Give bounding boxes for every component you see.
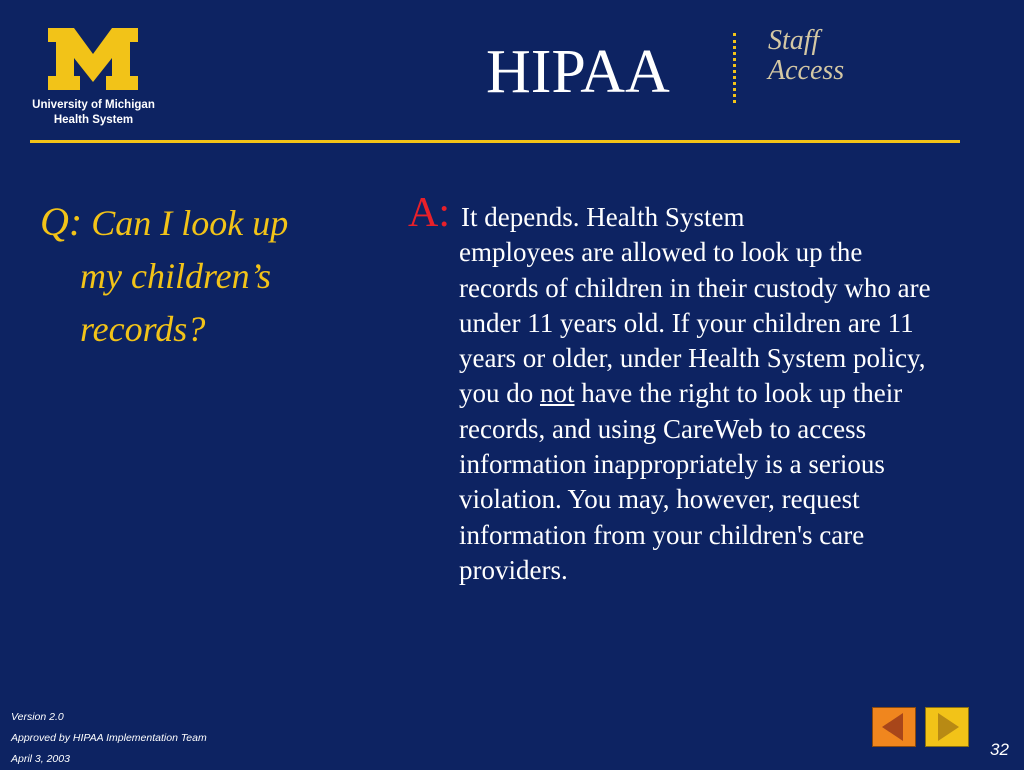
question-text-1: Can I look up <box>91 203 289 243</box>
staff-label: Staff <box>768 25 820 56</box>
question-block <box>40 195 380 356</box>
question-text-3: records? <box>80 309 206 349</box>
answer-text-post: have the right to look up their records, and using CareWeb to access information inappropriately is a serious violation. You may, however, request information from your children's care providers. <box>459 378 903 585</box>
next-slide-button[interactable] <box>925 707 969 747</box>
answer-text-pre: employees are allowed to look up the records of children in their custody who are under 11 years old. If your children are 11 years or older, under Health System policy, you do <box>459 237 931 409</box>
date-text: April 3, 2003 <box>11 753 70 765</box>
answer-block <box>408 192 948 588</box>
question-line-1 <box>40 195 380 250</box>
answer-first-line: It depends. Health System <box>461 202 745 232</box>
page-number: 32 <box>990 740 1009 759</box>
footer-info <box>11 707 207 770</box>
staff-access-label <box>768 26 844 86</box>
arrow-right-icon <box>925 707 969 747</box>
previous-slide-button[interactable] <box>872 707 916 747</box>
logo-line-1: University of Michigan <box>32 99 155 111</box>
logo-text <box>26 98 161 128</box>
access-label: Access <box>768 55 845 86</box>
answer-label: A: <box>408 190 450 236</box>
answer-text <box>408 235 939 588</box>
slide-title: HIPAA <box>486 38 670 106</box>
answer-emphasis: not <box>540 378 575 409</box>
arrow-left-icon <box>872 707 916 747</box>
title-divider <box>733 33 738 103</box>
version-text: Version 2.0 <box>11 711 64 723</box>
header-rule <box>30 140 960 143</box>
umhs-logo <box>26 28 161 128</box>
approved-text: Approved by HIPAA Implementation Team <box>11 732 207 744</box>
question-label: Q: <box>40 199 83 244</box>
question-text-2: my children’s <box>80 256 271 296</box>
logo-line-2: Health System <box>53 114 134 126</box>
block-m-icon <box>48 28 138 90</box>
